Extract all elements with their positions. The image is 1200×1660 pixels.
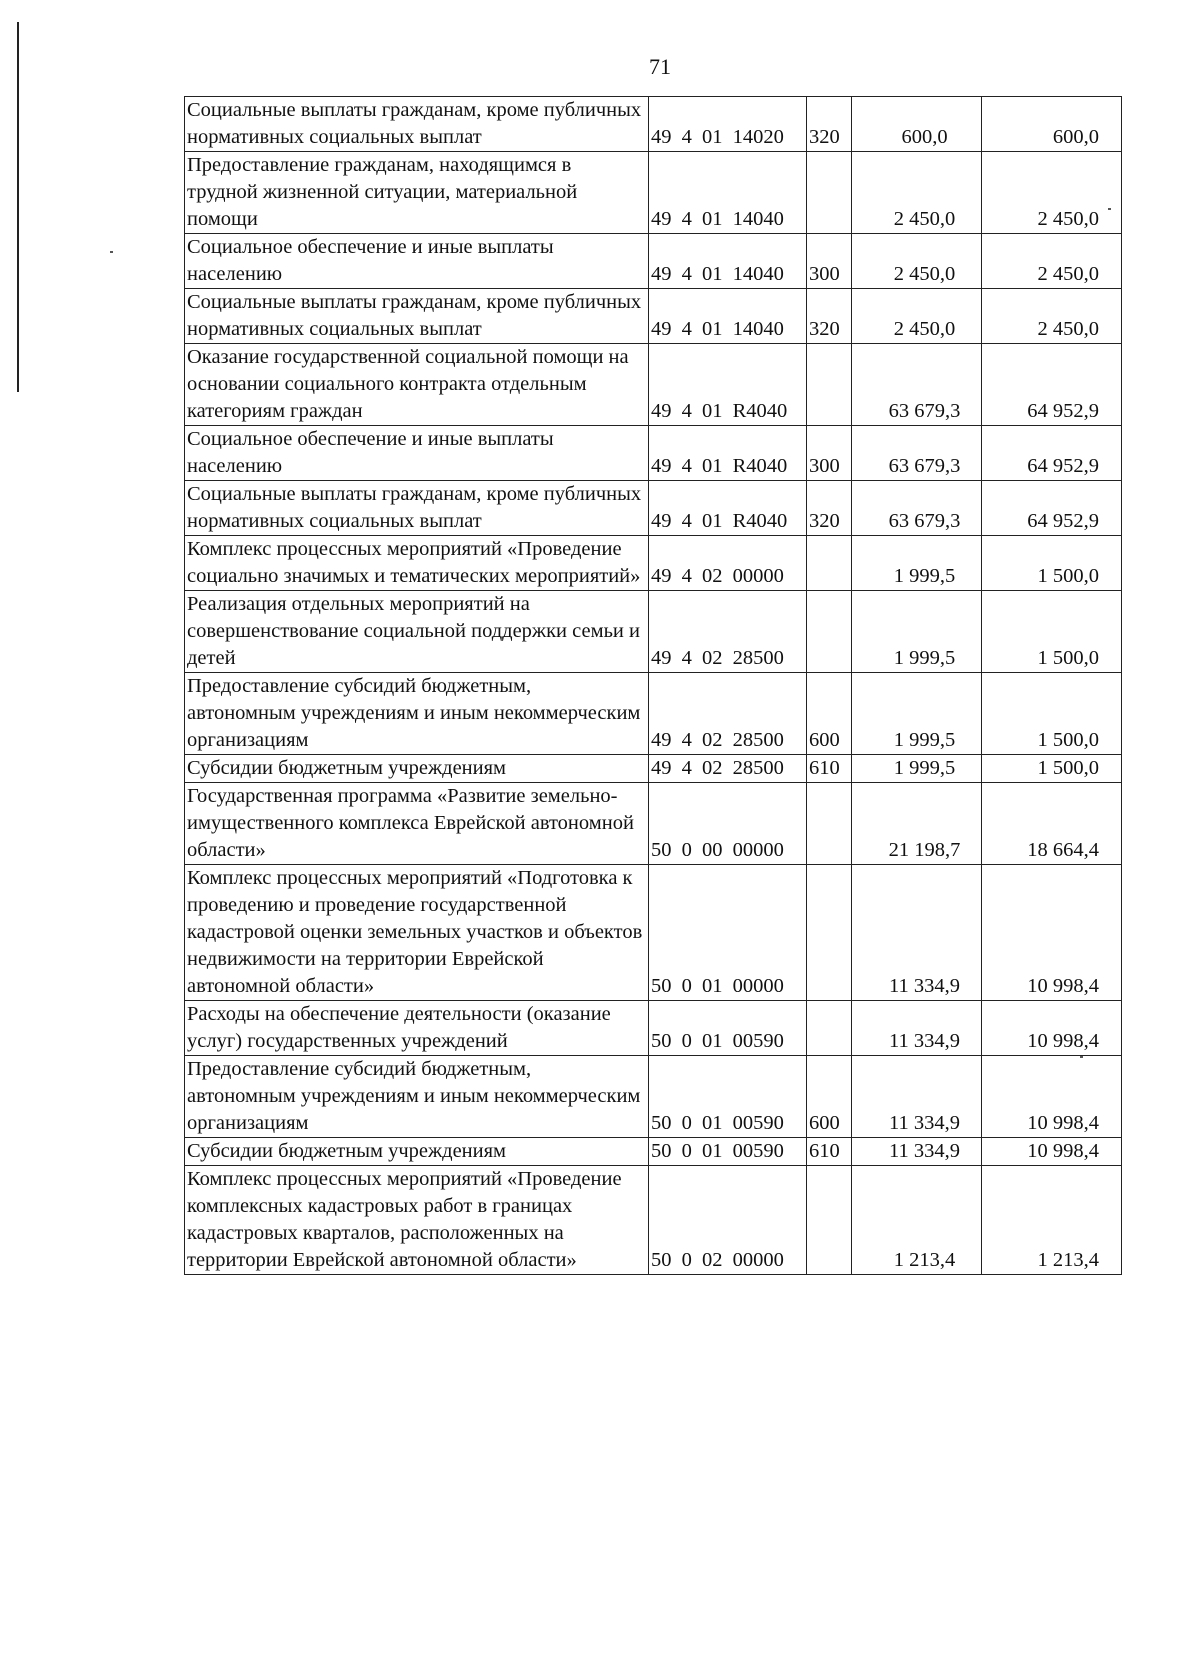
table-row (185, 865, 1122, 1001)
row-expense-type-cell (807, 344, 852, 426)
row-amount-2-cell: 2 450,0 (982, 152, 1122, 234)
row-name-cell: Социальное обеспечение и иные выплаты населению (185, 426, 649, 481)
row-amount-1-cell: 63 679,3 (852, 426, 982, 481)
row-amount-2-cell: 1 213,4 (982, 1166, 1122, 1275)
table-row (185, 289, 1122, 344)
row-code-cell: 49 4 01 R4040 (649, 481, 807, 536)
row-code-cell: 49 4 02 28500 (649, 591, 807, 673)
row-name-cell: Социальные выплаты гражданам, кроме публичных нормативных социальных выплат (185, 289, 649, 344)
row-code-cell: 49 4 01 14040 (649, 152, 807, 234)
row-expense-type-cell: 320 (807, 481, 852, 536)
row-amount-1-cell: 1 213,4 (852, 1166, 982, 1275)
row-code-cell: 50 0 01 00000 (649, 865, 807, 1001)
row-expense-type-cell: 610 (807, 755, 852, 783)
row-name-cell: Субсидии бюджетным учреждениям (185, 755, 649, 783)
table-row (185, 755, 1122, 783)
row-amount-1-cell: 11 334,9 (852, 865, 982, 1001)
row-amount-1-cell: 2 450,0 (852, 234, 982, 289)
table-row (185, 1056, 1122, 1138)
row-amount-1-cell: 11 334,9 (852, 1138, 982, 1166)
row-name-cell: Реализация отдельных мероприятий на совершенствование социальной поддержки семьи и детей (185, 591, 649, 673)
row-name-cell: Расходы на обеспечение деятельности (оказание услуг) государственных учреждений (185, 1001, 649, 1056)
budget-table-body (185, 97, 1122, 1275)
row-code-cell: 49 4 01 R4040 (649, 344, 807, 426)
row-expense-type-cell (807, 591, 852, 673)
row-expense-type-cell (807, 536, 852, 591)
row-amount-1-cell: 21 198,7 (852, 783, 982, 865)
row-expense-type-cell (807, 1001, 852, 1056)
row-expense-type-cell (807, 152, 852, 234)
row-amount-1-cell: 2 450,0 (852, 289, 982, 344)
row-amount-2-cell: 1 500,0 (982, 673, 1122, 755)
row-amount-2-cell: 10 998,4 (982, 1001, 1122, 1056)
row-name-cell: Социальные выплаты гражданам, кроме публичных нормативных социальных выплат (185, 481, 649, 536)
row-expense-type-cell: 320 (807, 289, 852, 344)
row-code-cell: 49 4 01 R4040 (649, 426, 807, 481)
row-amount-2-cell: 10 998,4 (982, 865, 1122, 1001)
row-amount-2-cell: 600,0 (982, 97, 1122, 152)
row-code-cell: 49 4 02 28500 (649, 673, 807, 755)
table-row (185, 1166, 1122, 1275)
row-expense-type-cell: 320 (807, 97, 852, 152)
row-name-cell: Предоставление субсидий бюджетным, автономным учреждениям и иным некоммерческим организациям (185, 673, 649, 755)
table-row (185, 1001, 1122, 1056)
row-amount-1-cell: 600,0 (852, 97, 982, 152)
table-row (185, 234, 1122, 289)
row-amount-1-cell: 1 999,5 (852, 673, 982, 755)
row-code-cell: 50 0 00 00000 (649, 783, 807, 865)
table-row (185, 97, 1122, 152)
table-row (185, 481, 1122, 536)
row-amount-2-cell: 1 500,0 (982, 591, 1122, 673)
row-amount-1-cell: 2 450,0 (852, 152, 982, 234)
row-code-cell: 49 4 02 00000 (649, 536, 807, 591)
row-name-cell: Социальное обеспечение и иные выплаты населению (185, 234, 649, 289)
row-expense-type-cell: 600 (807, 1056, 852, 1138)
table-row (185, 152, 1122, 234)
row-amount-2-cell: 18 664,4 (982, 783, 1122, 865)
table-row (185, 426, 1122, 481)
row-amount-1-cell: 1 999,5 (852, 755, 982, 783)
row-code-cell: 49 4 01 14040 (649, 289, 807, 344)
row-expense-type-cell (807, 783, 852, 865)
row-name-cell: Субсидии бюджетным учреждениям (185, 1138, 649, 1166)
row-expense-type-cell: 600 (807, 673, 852, 755)
row-amount-1-cell: 11 334,9 (852, 1056, 982, 1138)
row-name-cell: Комплекс процессных мероприятий «Подготовка к проведению и проведение государственной кадастровой оценки земельных участков и объектов недвижимости на территории Еврейской автономной области» (185, 865, 649, 1001)
row-code-cell: 49 4 01 14040 (649, 234, 807, 289)
row-amount-2-cell: 64 952,9 (982, 481, 1122, 536)
row-name-cell: Оказание государственной социальной помощи на основании социального контракта отдельным категориям граждан (185, 344, 649, 426)
row-name-cell: Комплекс процессных мероприятий «Проведение комплексных кадастровых работ в границах кадастровых кварталов, расположенных на территории Еврейской автономной области» (185, 1166, 649, 1275)
row-amount-2-cell: 64 952,9 (982, 344, 1122, 426)
page-number: 71 (649, 54, 671, 79)
row-amount-2-cell: 2 450,0 (982, 289, 1122, 344)
budget-table (184, 96, 1122, 1275)
row-amount-1-cell: 63 679,3 (852, 481, 982, 536)
row-code-cell: 50 0 01 00590 (649, 1001, 807, 1056)
row-name-cell: Комплекс процессных мероприятий «Проведение социально значимых и тематических мероприятий» (185, 536, 649, 591)
row-amount-2-cell: 10 998,4 (982, 1056, 1122, 1138)
row-name-cell: Предоставление гражданам, находящимся в трудной жизненной ситуации, материальной помощи (185, 152, 649, 234)
row-amount-1-cell: 11 334,9 (852, 1001, 982, 1056)
row-amount-1-cell: 63 679,3 (852, 344, 982, 426)
row-code-cell: 50 0 01 00590 (649, 1138, 807, 1166)
row-amount-2-cell: 1 500,0 (982, 755, 1122, 783)
row-amount-1-cell: 1 999,5 (852, 536, 982, 591)
row-code-cell: 49 4 02 28500 (649, 755, 807, 783)
row-expense-type-cell: 300 (807, 426, 852, 481)
row-code-cell: 50 0 01 00590 (649, 1056, 807, 1138)
row-expense-type-cell: 610 (807, 1138, 852, 1166)
row-amount-1-cell: 1 999,5 (852, 591, 982, 673)
row-expense-type-cell: 300 (807, 234, 852, 289)
row-amount-2-cell: 10 998,4 (982, 1138, 1122, 1166)
table-row (185, 344, 1122, 426)
row-amount-2-cell: 1 500,0 (982, 536, 1122, 591)
table-row (185, 536, 1122, 591)
table-row (185, 673, 1122, 755)
row-amount-2-cell: 2 450,0 (982, 234, 1122, 289)
row-code-cell: 50 0 02 00000 (649, 1166, 807, 1275)
row-name-cell: Государственная программа «Развитие земельно-имущественного комплекса Еврейской автономной области» (185, 783, 649, 865)
row-name-cell: Социальные выплаты гражданам, кроме публичных нормативных социальных выплат (185, 97, 649, 152)
table-row (185, 591, 1122, 673)
row-code-cell: 49 4 01 14020 (649, 97, 807, 152)
row-amount-2-cell: 64 952,9 (982, 426, 1122, 481)
row-name-cell: Предоставление субсидий бюджетным, автономным учреждениям и иным некоммерческим организациям (185, 1056, 649, 1138)
row-expense-type-cell (807, 865, 852, 1001)
table-row (185, 783, 1122, 865)
row-expense-type-cell (807, 1166, 852, 1275)
table-row (185, 1138, 1122, 1166)
scan-speck (110, 251, 113, 253)
